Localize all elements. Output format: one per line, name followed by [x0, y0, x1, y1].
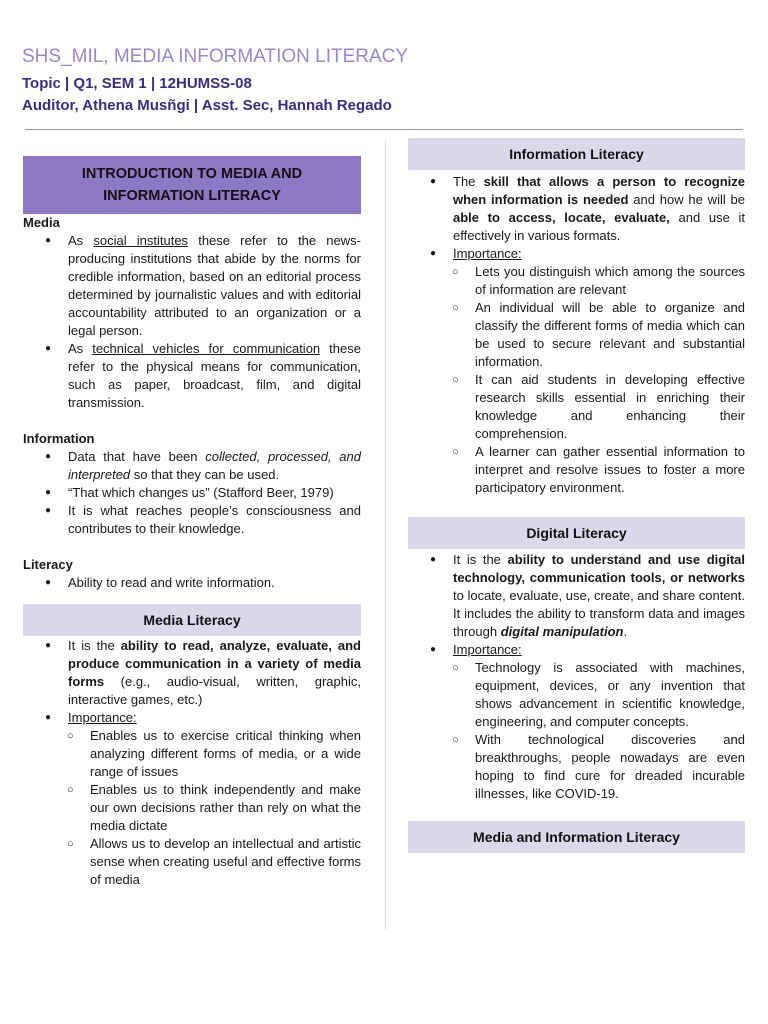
list-item — [23, 232, 361, 340]
list-item — [23, 448, 361, 484]
information-list — [23, 448, 361, 538]
digital-literacy-list — [408, 551, 745, 803]
text: and how he will be — [628, 192, 745, 207]
list-item: ● “That which changes us” (Stafford Beer, 1979) — [23, 484, 361, 502]
sub-item: ○ Enables us to exercise critical thinking when analyzing different forms of media, or a wide range of issues — [45, 727, 361, 781]
text: It is the — [68, 638, 121, 653]
list-item — [408, 173, 745, 245]
information-literacy-list — [408, 173, 745, 497]
importance-sublist — [430, 659, 745, 803]
importance-sublist — [45, 727, 361, 889]
bold-italic-text: digital manipulation — [500, 624, 624, 639]
sub-item: ○ A learner can gather essential information to interpret and resolve issues to foster a more participatory environment. — [430, 443, 745, 497]
digital-literacy-heading: Digital Literacy — [408, 517, 745, 549]
bold-text: skill that allows a person to recognize when information is needed — [453, 174, 745, 207]
bold-text: ability to understand and use digital technology, communication tools, or networks — [453, 552, 745, 585]
text: so that they can be used. — [130, 467, 280, 482]
text: these refer to the physical means for communication, such as paper, broadcast, film, and digital transmission. — [68, 341, 361, 410]
left-column — [23, 156, 361, 889]
mil-heading: Media and Information Literacy — [408, 821, 745, 853]
sub-item: ○ An individual will be able to organize and classify the different forms of media which can be used to secure relevant and substantial information. — [430, 299, 745, 371]
sub-item: ○ Allows us to develop an intellectual and artistic sense when creating useful and effective forms of media — [45, 835, 361, 889]
sub-item: ○ With technological discoveries and breakthroughs, people nowadays are even hoping to find cure for dreaded incurable illnesses, like COVID-19. — [430, 731, 745, 803]
list-item — [23, 340, 361, 412]
importance-label: Importance: — [68, 710, 137, 725]
media-literacy-heading: Media Literacy — [23, 604, 361, 636]
text: Data that have been — [68, 449, 206, 464]
list-item — [408, 245, 745, 497]
importance-label: Importance: — [453, 642, 522, 657]
literacy-list — [23, 574, 361, 592]
text: to locate, evaluate, use, create, and share content. It includes the ability to transform data and images through — [453, 588, 745, 639]
term-literacy: Literacy — [23, 557, 73, 572]
sub-item: ○ Lets you distinguish which among the sources of information are relevant — [430, 263, 745, 299]
underlined-text: social institutes — [93, 233, 189, 248]
underlined-text: technical vehicles for communication — [92, 341, 321, 356]
text: As — [68, 341, 93, 356]
text: these refer to the news-producing institutions that abide by the norms for credible information, based on an editorial process determined by journalistic values and with editorial accountability attributed to an organization or a legal person. — [68, 233, 361, 338]
sub-item: ○ It can aid students in developing effective research skills essential in enriching their knowledge and enhancing their comprehension. — [430, 371, 745, 443]
list-item — [23, 637, 361, 709]
column-divider — [385, 140, 386, 930]
intro-heading-line1: INTRODUCTION TO MEDIA AND — [81, 166, 303, 182]
sub-item: ○ Enables us to think independently and make our own decisions rather than rely on what the media dictate — [45, 781, 361, 835]
intro-heading-line2: INFORMATION LITERACY — [103, 188, 281, 204]
text: It is the — [453, 552, 508, 567]
list-item: ● Ability to read and write information. — [23, 574, 361, 592]
text: (e.g., audio-visual, written, graphic, interactive games, etc.) — [68, 674, 361, 707]
bold-text: ability to read, analyze, evaluate, and produce communication in a variety of media forms — [68, 638, 361, 689]
media-list — [23, 232, 361, 412]
importance-sublist — [430, 263, 745, 497]
text: The — [453, 174, 484, 189]
list-item — [408, 641, 745, 803]
list-item — [408, 551, 745, 641]
list-item: ● It is what reaches people’s consciousness and contributes to their knowledge. — [23, 502, 361, 538]
text: and use it effectively in various formats. — [453, 210, 745, 243]
italic-text: collected, processed, and interpreted — [68, 449, 361, 482]
text: . — [623, 624, 628, 639]
term-information: Information — [23, 431, 95, 446]
bold-text: able to access, locate, evaluate, — [453, 210, 670, 225]
topic-line: Topic | Q1, SEM 1 | 12HUMSS-08 — [22, 75, 252, 92]
term-media: Media — [23, 215, 60, 230]
sub-item: ○ Technology is associated with machines, equipment, devices, or any invention that shows advancement in scientific knowledge, engineering, and computer concepts. — [430, 659, 745, 731]
header-divider — [25, 129, 743, 130]
right-column — [408, 138, 745, 853]
information-literacy-heading: Information Literacy — [408, 138, 745, 170]
list-item — [23, 709, 361, 889]
document-title: SHS_MIL, MEDIA INFORMATION LITERACY — [22, 46, 409, 67]
text: As — [68, 233, 94, 248]
authors-line: Auditor, Athena Musñgi | Asst. Sec, Hannah Regado — [22, 97, 392, 114]
intro-heading — [23, 156, 361, 214]
importance-label: Importance: — [453, 246, 522, 261]
media-literacy-list — [23, 637, 361, 889]
